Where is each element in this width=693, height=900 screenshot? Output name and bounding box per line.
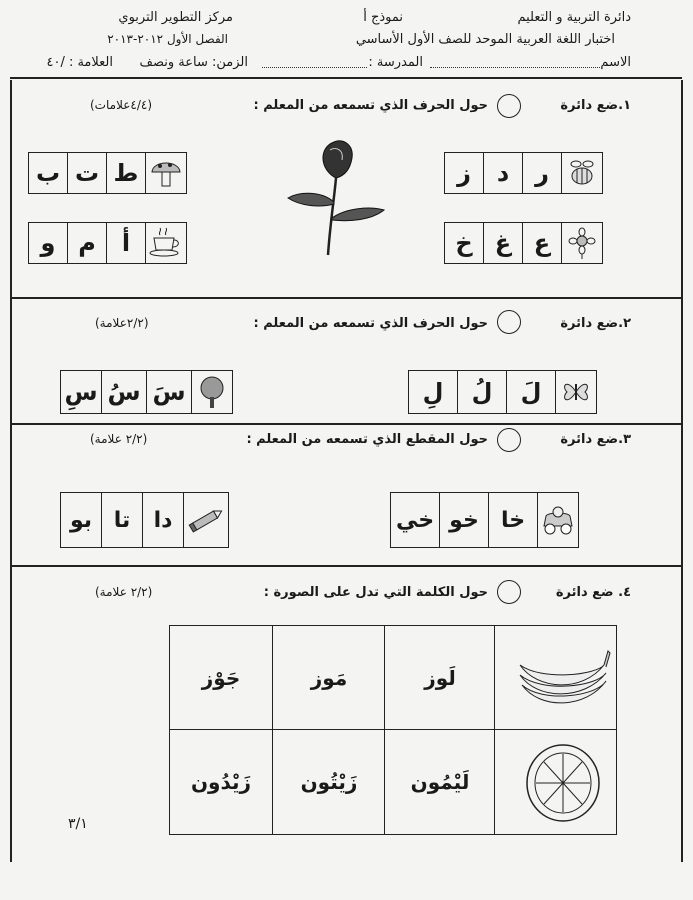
- car-icon: [537, 493, 578, 547]
- word-table: [169, 625, 617, 835]
- time-label: الزمن: ساعة ونصف: [139, 55, 248, 70]
- school-label: المدرسة :: [368, 55, 423, 70]
- q2-instruction: حول الحرف الذي تسمعه من المعلم :: [253, 316, 488, 331]
- name-field[interactable]: [430, 67, 600, 68]
- q3-row-b: [60, 492, 229, 548]
- center-label: مركز التطوير التربوي: [118, 10, 233, 25]
- q1-row-c: [28, 152, 187, 194]
- syllable-cell[interactable]: بو: [69, 507, 93, 533]
- sunflower-icon: [561, 223, 602, 263]
- q2-row-a: [408, 370, 597, 414]
- tree-icon: [191, 371, 232, 413]
- q1-row-d: [28, 222, 187, 264]
- q3-answer-circle[interactable]: [497, 428, 521, 452]
- q2-row-b: [60, 370, 233, 414]
- letter-cell[interactable]: ت: [67, 153, 106, 193]
- rose-icon: [280, 130, 392, 264]
- bee-icon: [561, 153, 602, 193]
- q2-answer-circle[interactable]: [497, 310, 521, 334]
- letter-cell[interactable]: سُ: [101, 371, 146, 413]
- word-cell[interactable]: لَيْمُون: [384, 729, 495, 834]
- letter-cell[interactable]: غ: [483, 223, 522, 263]
- word-cell[interactable]: لَوز: [384, 626, 495, 729]
- q3-marks: (٢/٢ علامة): [90, 432, 148, 446]
- q3-divider: [10, 565, 682, 567]
- q4-marks: (٢/٢ علامة): [95, 585, 153, 599]
- letter-cell[interactable]: سِ: [64, 378, 98, 406]
- school-field[interactable]: [262, 67, 367, 68]
- letter-cell[interactable]: د: [483, 153, 522, 193]
- q1-answer-circle[interactable]: [497, 94, 521, 118]
- header-divider: [10, 77, 682, 79]
- pencil-icon: [183, 493, 228, 547]
- letter-cell[interactable]: لُ: [457, 371, 506, 413]
- q3-instruction: حول المقطع الذي تسمعه من المعلم :: [246, 432, 488, 447]
- directorate-label: دائرة التربية و التعليم: [517, 10, 631, 25]
- q1-row-b: [444, 222, 603, 264]
- letter-cell[interactable]: ع: [522, 223, 561, 263]
- q3-row-a: [390, 492, 579, 548]
- letter-cell[interactable]: و: [40, 229, 56, 257]
- picture-column-divider: [494, 626, 495, 834]
- q4-title: ٤. ضع دائرة: [555, 585, 631, 600]
- letter-cell[interactable]: خ: [455, 229, 473, 257]
- letter-cell[interactable]: ط: [106, 153, 145, 193]
- syllable-cell[interactable]: خي: [395, 507, 435, 533]
- syllable-cell[interactable]: خا: [488, 493, 537, 547]
- syllable-cell[interactable]: خو: [439, 493, 488, 547]
- letter-cell[interactable]: ز: [457, 159, 471, 187]
- mushroom-icon: [145, 153, 186, 193]
- syllable-cell[interactable]: تا: [101, 493, 142, 547]
- q1-divider: [10, 297, 682, 299]
- letter-cell[interactable]: أ: [106, 223, 145, 263]
- letter-cell[interactable]: لِ: [422, 378, 444, 406]
- butterfly-icon: [555, 371, 596, 413]
- name-label: الاسم: [600, 55, 631, 70]
- word-cell[interactable]: جَوْز: [201, 665, 241, 690]
- word-cell[interactable]: مَوز: [272, 626, 385, 729]
- q3-title: ٣.ضع دائرة: [560, 432, 631, 447]
- model-label: نموذج أ: [363, 10, 403, 25]
- letter-cell[interactable]: سَ: [146, 371, 191, 413]
- letter-cell[interactable]: ر: [522, 153, 561, 193]
- q1-marks: (٤/٤علامات): [90, 98, 153, 112]
- letter-cell[interactable]: م: [67, 223, 106, 263]
- q2-title: ٢.ضع دائرة: [560, 316, 631, 331]
- exam-title: اختبار اللغة العربية الموحد للصف الأول الأساسي: [355, 32, 615, 47]
- term-label: الفصل الأول ٢٠١٢-٢٠١٣: [107, 32, 228, 46]
- frame-right: [681, 80, 683, 862]
- page-number: ٣/١: [68, 816, 88, 832]
- q2-marks: (٢/٢علامة): [95, 316, 149, 330]
- q1-title: ١.ضع دائرة: [560, 98, 631, 113]
- letter-cell[interactable]: ب: [35, 159, 61, 187]
- score-label: العلامة : /٤٠: [46, 55, 113, 70]
- q1-instruction: حول الحرف الذي تسمعه من المعلم :: [253, 98, 488, 113]
- q1-row-a: [444, 152, 603, 194]
- q4-instruction: حول الكلمة التي تدل على الصورة :: [263, 585, 488, 600]
- frame-left: [10, 80, 12, 862]
- word-cell[interactable]: زَيْدُون: [190, 769, 252, 794]
- q2-divider: [10, 423, 682, 425]
- q4-answer-circle[interactable]: [497, 580, 521, 604]
- letter-cell[interactable]: لَ: [506, 371, 555, 413]
- teacup-icon: [145, 223, 186, 263]
- word-cell[interactable]: زَيْتُون: [272, 729, 385, 834]
- syllable-cell[interactable]: دا: [142, 493, 183, 547]
